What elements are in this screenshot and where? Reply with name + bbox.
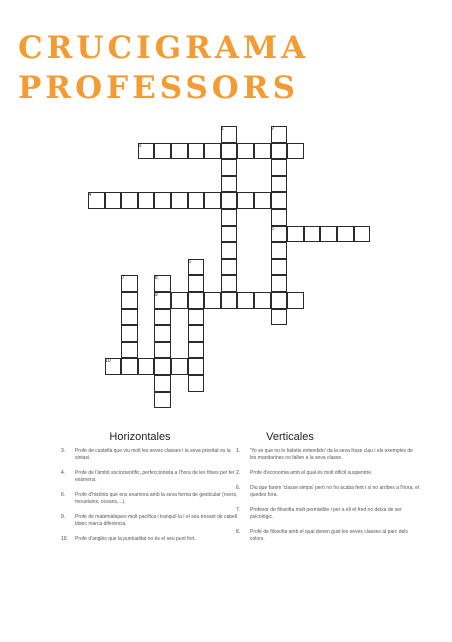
clue-text: 'Yo se que no lo habéis entendido' da la seva frase clau i els exemples de les mandarines no fallen a la seva classe. <box>250 448 413 461</box>
crossword-cell[interactable] <box>271 292 288 309</box>
clue-number: 6. <box>61 492 66 498</box>
clue-text: Profe d'anglès que la puntualitat no és el seu punt fort. <box>75 536 196 542</box>
title-line-1: CRUCIGRAMA <box>18 30 310 66</box>
crossword-cell[interactable] <box>154 275 171 292</box>
crossword-cell[interactable] <box>271 209 288 226</box>
crossword-cell[interactable] <box>138 358 155 375</box>
crossword-cell[interactable] <box>188 325 205 342</box>
crossword-cell[interactable] <box>138 143 155 160</box>
crossword-cell[interactable] <box>320 226 337 243</box>
crossword-cell[interactable] <box>121 309 138 326</box>
clue-number: 4. <box>61 470 66 476</box>
crossword-cell[interactable] <box>221 292 238 309</box>
crossword-cell[interactable] <box>221 176 238 193</box>
crossword-cell[interactable] <box>271 176 288 193</box>
crossword-cell[interactable] <box>121 192 138 209</box>
crossword-cell[interactable] <box>221 143 238 160</box>
crossword-cell[interactable] <box>154 358 171 375</box>
crossword-cell[interactable] <box>121 292 138 309</box>
crossword-cell[interactable] <box>188 275 205 292</box>
crossword-cell[interactable] <box>154 375 171 392</box>
horizontals-heading: Horizontales <box>109 431 171 443</box>
crossword-cell[interactable] <box>254 292 271 309</box>
cell-number: 10 <box>105 358 111 365</box>
crossword-cell[interactable] <box>287 292 304 309</box>
clue-text: Profesor de filosofia molt permisible i per a ell el fred no deixa de ser psicològic. <box>250 507 402 520</box>
clue-number: 6. <box>236 485 241 491</box>
crossword-cell[interactable] <box>287 226 304 243</box>
cell-number: 2 <box>271 126 274 132</box>
clue-item <box>61 536 245 543</box>
crossword-cell[interactable] <box>154 325 171 342</box>
crossword-cell[interactable] <box>171 358 188 375</box>
crossword-cell[interactable] <box>188 375 205 392</box>
clue-number: 1. <box>236 448 241 454</box>
clue-item <box>61 492 245 506</box>
clue-item <box>236 507 420 521</box>
crossword-cell[interactable] <box>304 226 321 243</box>
cell-number: 4 <box>88 192 92 199</box>
crossword-cell[interactable] <box>271 309 288 326</box>
clue-text: Profe d'economia amb el qual és molt difícil suspendre. <box>250 470 373 476</box>
crossword-cell[interactable] <box>354 226 371 243</box>
crossword-cell[interactable] <box>221 242 238 259</box>
crossword-cell[interactable] <box>204 292 221 309</box>
crossword-cell[interactable] <box>271 159 288 176</box>
clue-number: 2. <box>236 470 241 476</box>
clue-text: Profe de l'àmbit sociocientífic, perfeccionista a l'hora de les fitxes per fer exàmens. <box>75 470 235 483</box>
crossword-cell[interactable] <box>121 325 138 342</box>
crossword-cell[interactable] <box>254 192 271 209</box>
horizontal-clue-list <box>61 448 245 551</box>
clue-item <box>61 470 245 484</box>
clue-number: 10. <box>61 536 68 542</box>
crossword-cell[interactable] <box>271 275 288 292</box>
crossword-cell[interactable] <box>188 309 205 326</box>
crossword-cell[interactable] <box>88 192 105 209</box>
crossword-cell[interactable] <box>188 259 205 276</box>
clue-number: 8. <box>236 529 241 535</box>
crossword-cell[interactable] <box>154 192 171 209</box>
crossword-cell[interactable] <box>221 192 238 209</box>
crossword-cell[interactable] <box>154 309 171 326</box>
verticals-heading: Verticales <box>266 431 314 443</box>
clue-item <box>236 470 420 477</box>
crossword-cell[interactable] <box>188 292 205 309</box>
crossword-cell[interactable] <box>204 143 221 160</box>
crossword-cell[interactable] <box>271 242 288 259</box>
crossword-cell[interactable] <box>154 342 171 359</box>
crossword-cell[interactable] <box>287 143 304 160</box>
crossword-cell[interactable] <box>105 192 122 209</box>
crossword-cell[interactable] <box>171 192 188 209</box>
clue-item <box>236 529 420 543</box>
crossword-cell[interactable] <box>337 226 354 243</box>
crossword-cell[interactable] <box>271 226 288 243</box>
crossword-cell[interactable] <box>188 358 205 375</box>
clue-item <box>236 485 420 499</box>
crossword-cell[interactable] <box>121 358 138 375</box>
crossword-cell[interactable] <box>237 192 254 209</box>
crossword-cell[interactable] <box>121 342 138 359</box>
crossword-cell[interactable] <box>237 292 254 309</box>
crossword-cell[interactable] <box>271 192 288 209</box>
title-line-2: PROFESSORS <box>18 70 299 106</box>
cell-number: 6 <box>188 258 191 265</box>
crossword-cell[interactable] <box>154 143 171 160</box>
clue-item <box>61 514 245 528</box>
clue-number: 3. <box>61 448 66 454</box>
vertical-clue-list <box>236 448 420 551</box>
crossword-cell[interactable] <box>221 126 238 143</box>
clue-number: 9. <box>61 514 66 520</box>
crossword-cell[interactable] <box>138 192 155 209</box>
crossword-cell[interactable] <box>221 226 238 243</box>
crossword-cell[interactable] <box>221 159 238 176</box>
crossword-cell[interactable] <box>271 143 288 160</box>
clue-number: 7. <box>236 507 241 513</box>
crossword-cell[interactable] <box>105 358 122 375</box>
clue-text: Profe d'història que ens enamora amb la seva forma de gesticular (rivers, mountains, oceans,...). <box>75 492 238 505</box>
cell-number: 9 <box>154 292 158 298</box>
crossword-cell[interactable] <box>221 259 238 276</box>
crossword-cell[interactable] <box>171 292 188 309</box>
crossword-cell[interactable] <box>271 126 288 143</box>
cell-number: 8 <box>154 275 158 282</box>
clue-text: Diu que farem 'classe simpa' però no ho acaba fent i si no arribes a l'hora, et quedes fora. <box>250 485 420 498</box>
crossword-cell[interactable] <box>271 259 288 276</box>
clue-text: Profe de filosofia amb el qual donen gust les seves classes al parc dels colors. <box>250 529 408 542</box>
crossword-cell[interactable] <box>221 209 238 226</box>
clue-item <box>61 448 245 462</box>
crossword-cell[interactable] <box>154 292 171 309</box>
crossword-cell[interactable] <box>188 143 205 160</box>
crossword-cell[interactable] <box>121 275 138 292</box>
crossword-cell[interactable] <box>188 192 205 209</box>
cell-number: 7 <box>121 275 125 282</box>
crossword-cell[interactable] <box>254 143 271 160</box>
crossword-cell[interactable] <box>154 392 171 409</box>
cell-number: 1 <box>221 126 225 132</box>
crossword-cell[interactable] <box>204 192 221 209</box>
clue-text: Profe de matemàtiques molt pacífica i tranquil·la i el seu trosset de cabell blanc marca diferència. <box>75 514 238 527</box>
crossword-cell[interactable] <box>188 342 205 359</box>
clue-text: Profe de castellà que viu molt les seves classes i la seva prioritat es la sintaxi. <box>75 448 231 461</box>
cell-number: 3 <box>138 142 142 149</box>
clue-item <box>236 448 420 462</box>
crossword-cell[interactable] <box>171 143 188 160</box>
crossword-cell[interactable] <box>237 143 254 160</box>
cell-number: 5 <box>271 225 274 232</box>
crossword-cell[interactable] <box>221 275 238 292</box>
